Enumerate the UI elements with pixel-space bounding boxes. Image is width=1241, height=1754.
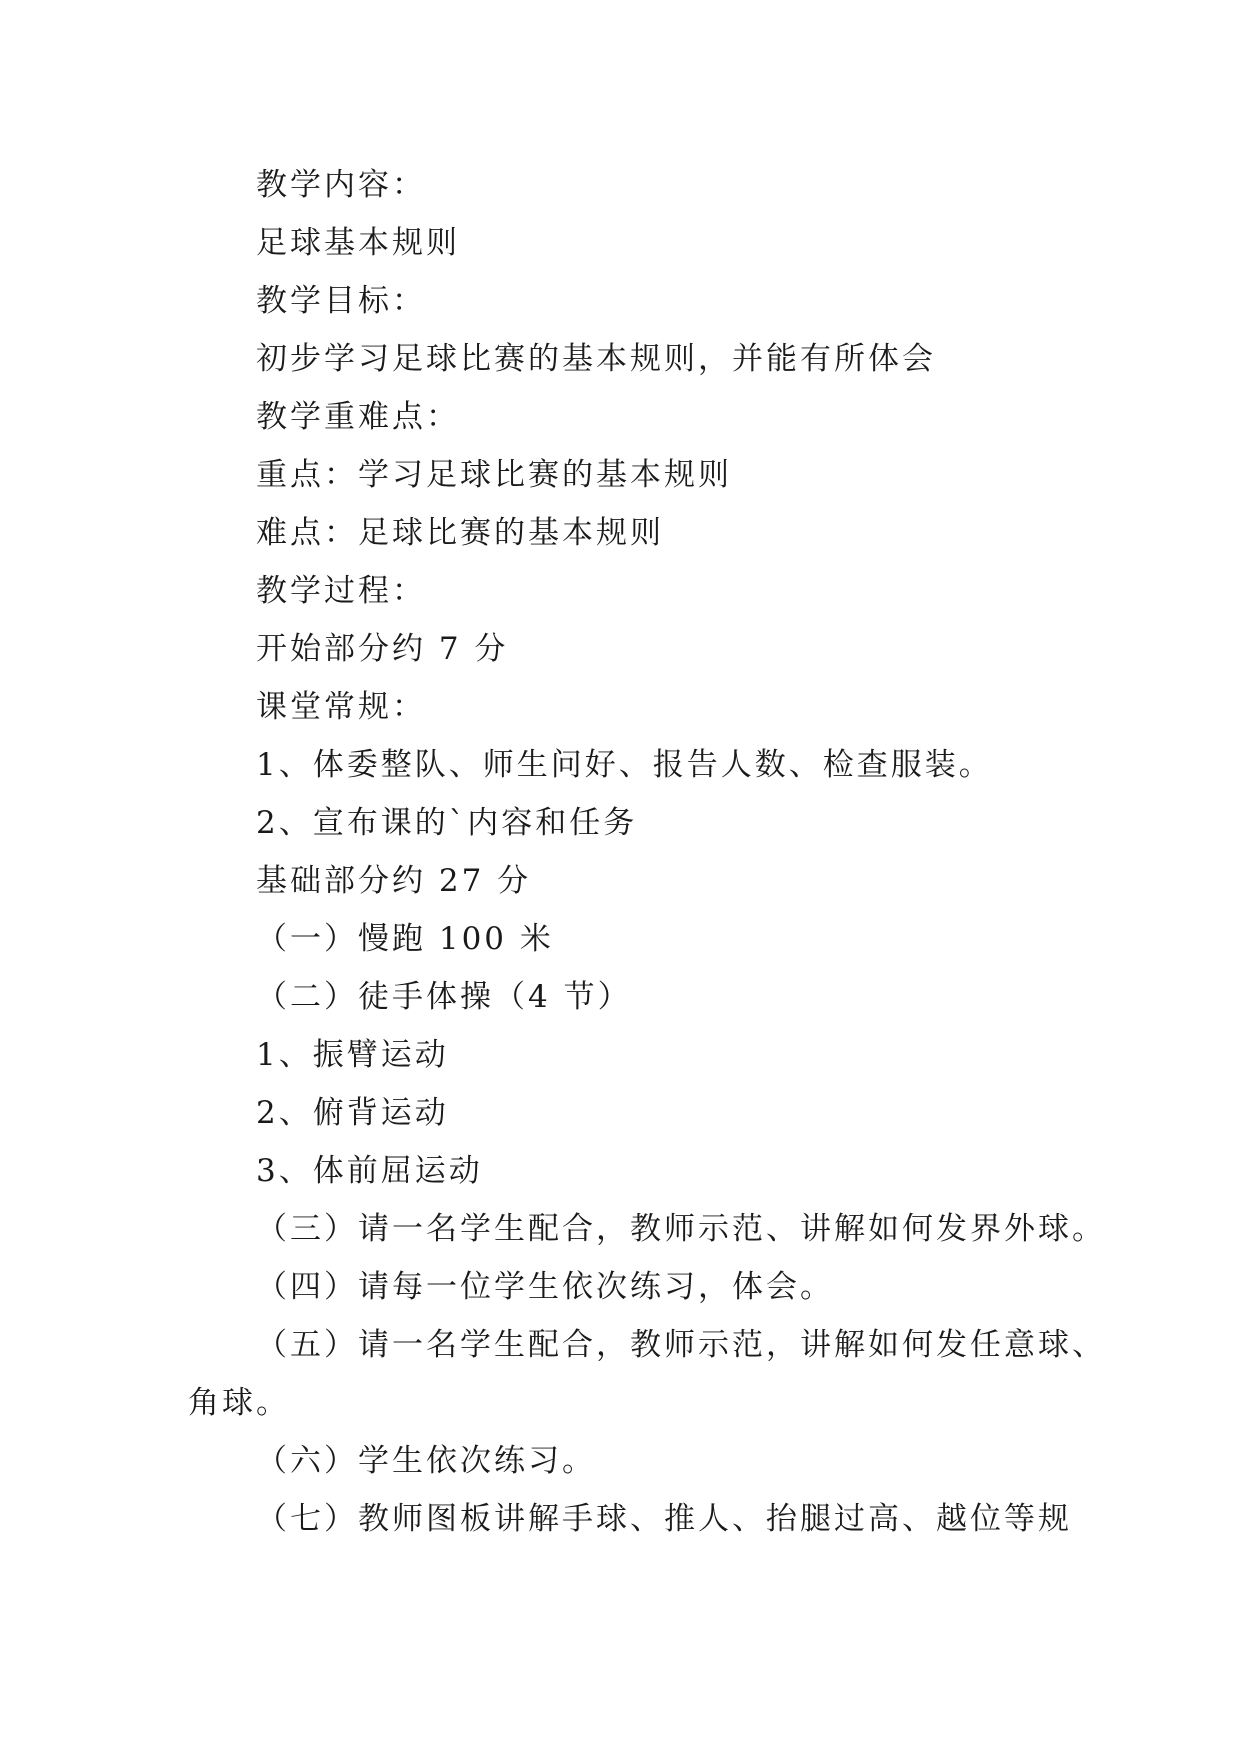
text-line: 教学重难点：	[256, 399, 460, 435]
text-line: 2、俯背运动	[256, 1095, 449, 1131]
text-line: （一）慢跑 100 米	[256, 921, 554, 957]
text-line: 教学过程：	[256, 573, 426, 609]
text-line: 足球基本规则	[256, 225, 460, 261]
text-line: 教学内容：	[256, 167, 426, 203]
text-line: 角球。	[188, 1385, 290, 1421]
text-line: （三）请一名学生配合，教师示范、讲解如何发界外球。	[256, 1211, 1106, 1247]
text-line: （二）徒手体操（4 节）	[256, 979, 632, 1015]
text-line: （五）请一名学生配合，教师示范，讲解如何发任意球、	[256, 1327, 1106, 1363]
text-line: 基础部分约 27 分	[256, 863, 532, 899]
text-line: 3、体前屈运动	[256, 1153, 483, 1189]
text-line: 初步学习足球比赛的基本规则，并能有所体会	[256, 341, 936, 377]
text-line: 1、振臂运动	[256, 1037, 449, 1073]
text-line: 重点：学习足球比赛的基本规则	[256, 457, 732, 493]
text-line: 难点：足球比赛的基本规则	[256, 515, 664, 551]
text-line: 教学目标：	[256, 283, 426, 319]
text-line: （四）请每一位学生依次练习，体会。	[256, 1269, 834, 1305]
text-line: 课堂常规：	[256, 689, 426, 725]
text-line: 2、宣布课的`内容和任务	[256, 805, 638, 841]
text-line: （七）教师图板讲解手球、推人、抬腿过高、越位等规	[256, 1501, 1072, 1537]
text-line: （六）学生依次练习。	[256, 1443, 596, 1479]
text-line: 开始部分约 7 分	[256, 631, 509, 667]
text-line: 1、体委整队、师生问好、报告人数、检查服装。	[256, 747, 993, 783]
